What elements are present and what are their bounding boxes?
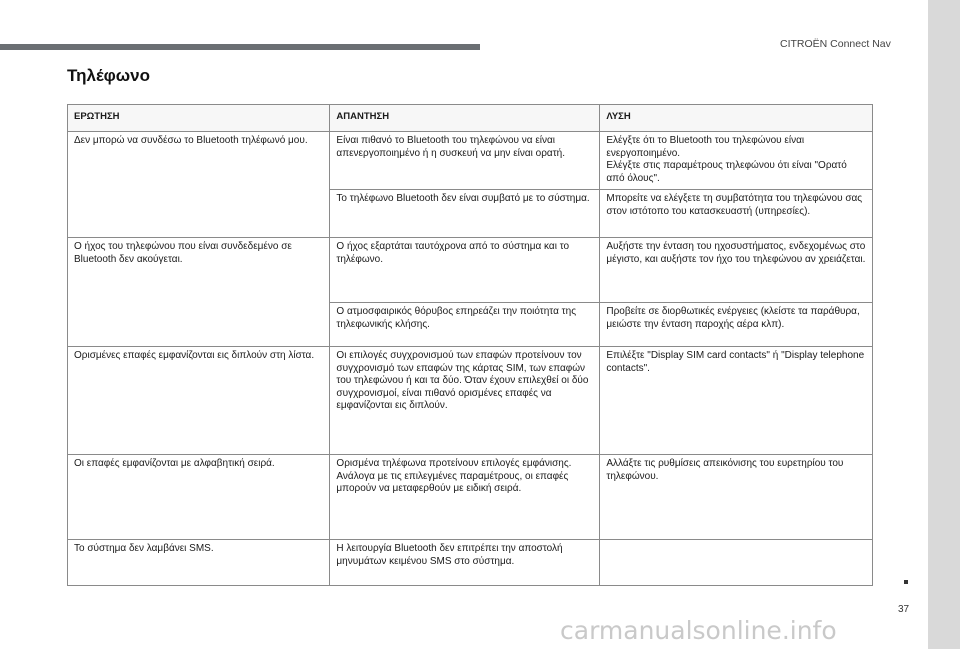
page-title: Τηλέφωνο xyxy=(67,66,150,85)
table-row xyxy=(68,238,873,303)
answer-cell: Το τηλέφωνο Bluetooth δεν είναι συμβατό με το σύστημα. xyxy=(330,190,600,238)
answer-cell: Οι επιλογές συγχρονισμού των επαφών προτείνουν τον συγχρονισμό των επαφών της κάρτας SIM, των επαφών του τηλεφώνου ή και τα δύο. Όταν έχουν επιλεχθεί οι δύο συγχρονισμοί, είναι πιθανό ορισμένες επαφές να εμφανίζονται εις διπλούν. xyxy=(330,347,600,455)
table-row xyxy=(68,455,873,540)
answer-cell: Η λειτουργία Bluetooth δεν επιτρέπει την αποστολή μηνυμάτων κειμένου SMS στο σύστημα. xyxy=(330,540,600,586)
question-cell: Το σύστημα δεν λαμβάνει SMS. xyxy=(68,540,330,586)
solution-cell xyxy=(600,540,873,586)
watermark: carmanualsonline.info xyxy=(560,616,837,645)
question-cell: Οι επαφές εμφανίζονται με αλφαβητική σειρά. xyxy=(68,455,330,540)
answer-cell: Ορισμένα τηλέφωνα προτείνουν επιλογές εμφάνισης. Ανάλογα με τις επιλεγμένες παραμέτρους, οι επαφές μπορούν να μεταφερθούν με ειδική σειρά. xyxy=(330,455,600,540)
question-cell: Δεν μπορώ να συνδέσω το Bluetooth τηλέφωνό μου. xyxy=(68,132,330,238)
solution-cell: Επιλέξτε "Display SIM card contacts" ή "Display telephone contacts". xyxy=(600,347,873,455)
column-header-question: ΕΡΩΤΗΣΗ xyxy=(68,105,330,132)
solution-cell: Ελέγξτε ότι το Bluetooth του τηλεφώνου είναι ενεργοποιημένο. Ελέγξτε στις παραμέτρους τηλεφώνου ότι είναι "Ορατό από όλους". xyxy=(600,132,873,190)
table-row xyxy=(68,347,873,455)
column-header-solution: ΛΥΣΗ xyxy=(600,105,873,132)
faq-table xyxy=(67,104,873,586)
header-rule xyxy=(0,44,480,50)
question-cell: Ο ήχος του τηλεφώνου που είναι συνδεδεμένο σε Bluetooth δεν ακούγεται. xyxy=(68,238,330,347)
solution-cell: Μπορείτε να ελέγξετε τη συμβατότητα του τηλεφώνου σας στον ιστότοπο του κατασκευαστή (υπηρεσίες). xyxy=(600,190,873,238)
side-strip xyxy=(928,0,960,649)
page-marker xyxy=(904,580,908,584)
brand-header: CITROËN Connect Nav xyxy=(780,38,891,50)
answer-cell: Ο ήχος εξαρτάται ταυτόχρονα από το σύστημα και το τηλέφωνο. xyxy=(330,238,600,303)
table-row xyxy=(68,540,873,586)
table-header-row xyxy=(68,105,873,132)
solution-cell: Αλλάξτε τις ρυθμίσεις απεικόνισης του ευρετηρίου του τηλεφώνου. xyxy=(600,455,873,540)
answer-cell: Ο ατμοσφαιρικός θόρυβος επηρεάζει την ποιότητα της τηλεφωνικής κλήσης. xyxy=(330,303,600,347)
table-row xyxy=(68,132,873,190)
question-cell: Ορισμένες επαφές εμφανίζονται εις διπλούν στη λίστα. xyxy=(68,347,330,455)
answer-cell: Είναι πιθανό το Bluetooth του τηλεφώνου να είναι απενεργοποιημένο ή η συσκευή να μην είναι ορατή. xyxy=(330,132,600,190)
page-number: 37 xyxy=(898,604,910,615)
column-header-answer: ΑΠΑΝΤΗΣΗ xyxy=(330,105,600,132)
solution-cell: Προβείτε σε διορθωτικές ενέργειες (κλείστε τα παράθυρα, μειώστε την ένταση παροχής αέρα κλπ). xyxy=(600,303,873,347)
solution-cell: Αυξήστε την ένταση του ηχοσυστήματος, ενδεχομένως στο μέγιστο, και αυξήστε τον ήχο του τηλεφώνου αν χρειάζεται. xyxy=(600,238,873,303)
